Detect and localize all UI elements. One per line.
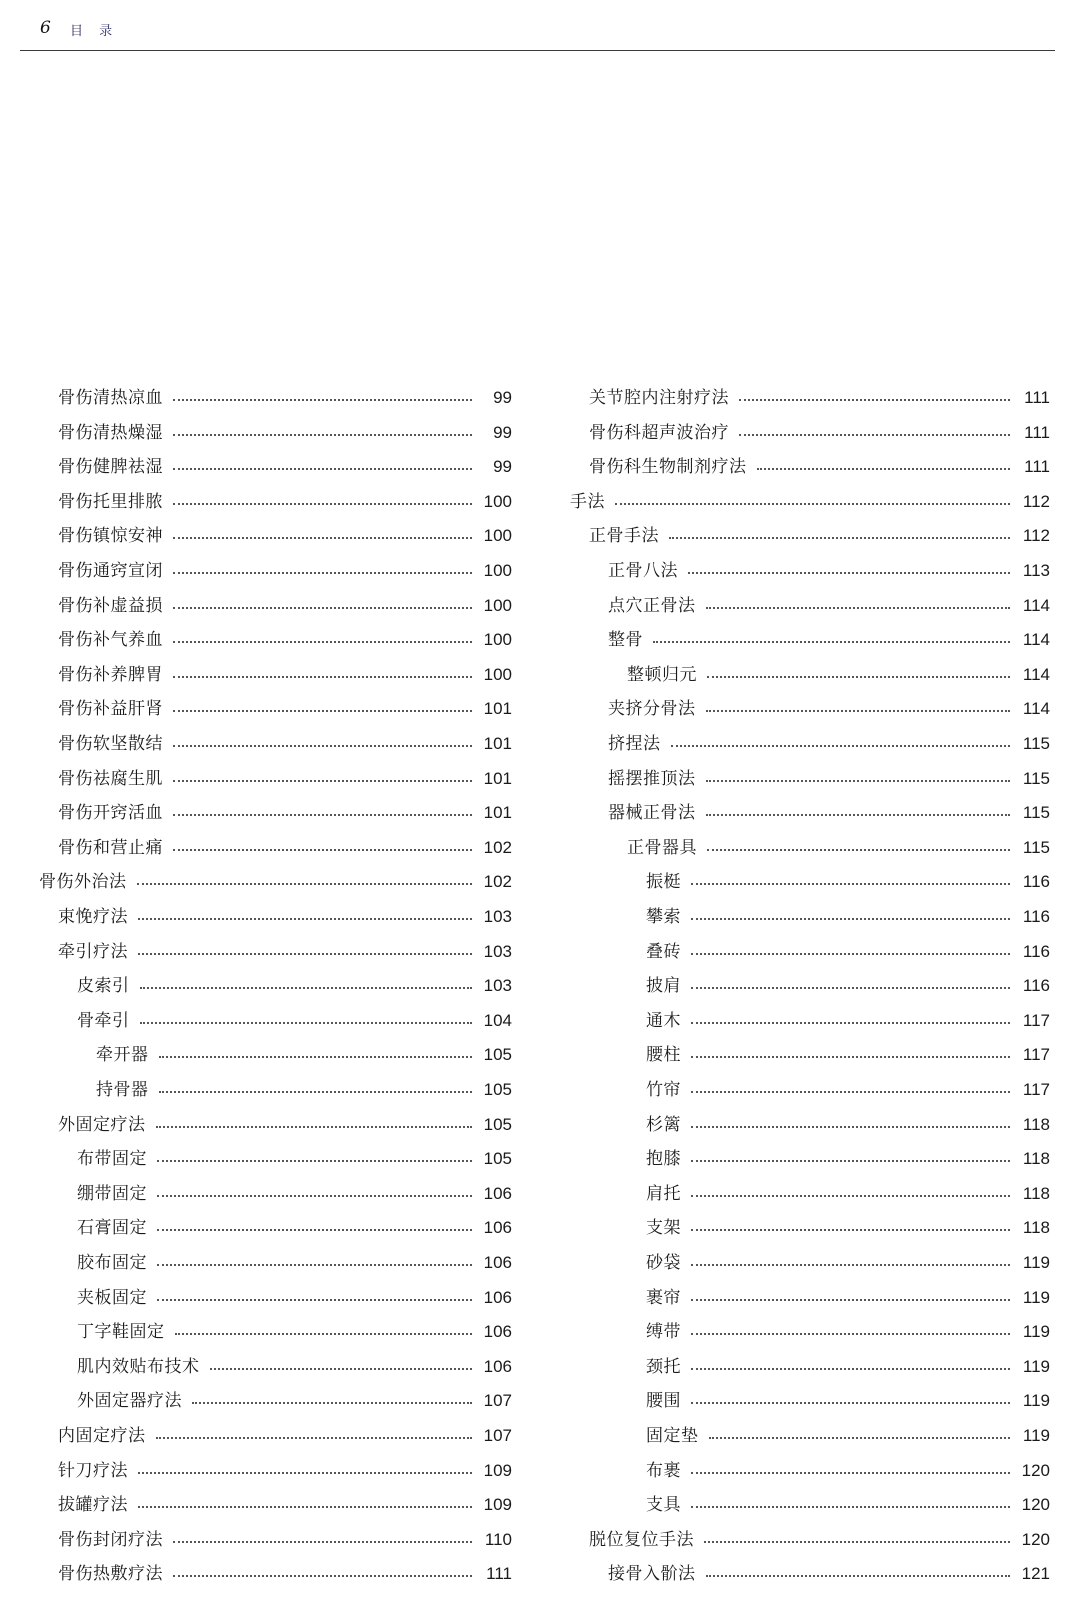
toc-entry-page: 111 (1024, 422, 1050, 442)
page-header (20, 0, 1055, 51)
toc-entry[interactable] (77, 973, 512, 999)
toc-entry[interactable] (58, 662, 512, 688)
toc-entry[interactable] (39, 869, 512, 895)
toc-leader-dots (137, 883, 473, 885)
toc-entry[interactable] (96, 1077, 512, 1103)
toc-entry[interactable] (646, 1042, 1050, 1068)
toc-entry-title: 颈托 (646, 1356, 681, 1377)
toc-leader-dots (173, 745, 472, 747)
toc-leader-dots (156, 1437, 473, 1439)
toc-entry-title: 固定垫 (646, 1426, 699, 1446)
toc-entry-page: 99 (493, 457, 512, 477)
toc-entry[interactable] (589, 385, 1050, 411)
toc-entry-title: 拔罐疗法 (58, 1495, 128, 1516)
toc-entry[interactable] (58, 1492, 512, 1518)
toc-entry-title: 骨伤封闭疗法 (58, 1529, 163, 1550)
toc-entry[interactable] (58, 1527, 512, 1553)
toc-entry-page: 121 (1021, 1564, 1050, 1584)
toc-leader-dots (159, 1091, 473, 1093)
toc-entry[interactable] (96, 1042, 512, 1068)
toc-entry[interactable] (58, 1561, 512, 1587)
toc-entry-page: 106 (483, 1183, 512, 1203)
toc-leader-dots (138, 1472, 472, 1474)
toc-entry[interactable] (589, 523, 1050, 549)
toc-entry-title: 骨伤祛腐生肌 (58, 768, 163, 789)
toc-entry-page: 113 (1022, 561, 1050, 580)
toc-entry[interactable] (646, 1112, 1050, 1138)
toc-entry-title: 摇摆推顶法 (608, 768, 696, 789)
toc-entry-title: 支架 (646, 1218, 681, 1239)
toc-entry-page: 117 (1022, 1010, 1050, 1030)
toc-entry-page: 118 (1022, 1114, 1050, 1134)
toc-entry[interactable] (58, 939, 512, 965)
toc-entry[interactable] (646, 1008, 1050, 1034)
toc-entry-page: 106 (483, 1322, 512, 1342)
toc-entry-title: 皮索引 (77, 976, 130, 997)
toc-entry-title: 肌内效贴布技术 (77, 1356, 200, 1377)
toc-entry-page: 116 (1022, 941, 1050, 961)
toc-entry-page: 104 (483, 1010, 512, 1030)
toc-leader-dots (173, 607, 472, 609)
toc-entry-title: 披肩 (646, 976, 681, 997)
toc-leader-dots (691, 883, 1010, 885)
toc-entry-page: 99 (493, 388, 512, 407)
toc-entry[interactable] (570, 489, 1050, 515)
toc-entry-page: 120 (1021, 1529, 1050, 1549)
toc-entry-title: 夹挤分骨法 (608, 699, 696, 720)
toc-leader-dots (173, 468, 472, 470)
toc-entry[interactable] (608, 766, 1050, 792)
toc-entry-title: 骨伤补益肝肾 (58, 699, 163, 720)
toc-leader-dots (157, 1160, 472, 1162)
toc-entry-title: 砂袋 (646, 1253, 681, 1273)
toc-entry-page: 103 (483, 976, 512, 996)
toc-entry[interactable] (608, 627, 1050, 653)
toc-leader-dots (691, 1022, 1010, 1024)
toc-leader-dots (173, 399, 472, 401)
toc-entry-page: 106 (483, 1253, 512, 1272)
toc-entry-page: 109 (483, 1460, 512, 1480)
toc-entry[interactable] (58, 385, 512, 411)
toc-entry-title: 肩托 (646, 1183, 681, 1204)
toc-entry-page: 119 (1022, 1322, 1050, 1342)
toc-entry[interactable] (646, 1146, 1050, 1172)
toc-leader-dots (669, 537, 1010, 539)
toc-entry[interactable] (646, 1423, 1050, 1449)
toc-entry-page: 107 (483, 1426, 512, 1445)
toc-entry-page: 100 (483, 630, 512, 650)
toc-entry[interactable] (77, 1146, 512, 1172)
toc-leader-dots (140, 1022, 473, 1024)
toc-entry[interactable] (58, 489, 512, 515)
toc-leader-dots (156, 1126, 473, 1128)
toc-leader-dots (159, 1056, 473, 1058)
toc-leader-dots (691, 1229, 1010, 1231)
toc-entry-title: 通木 (646, 1010, 681, 1031)
toc-leader-dots (757, 468, 1011, 470)
toc-entry-title: 骨伤清热燥湿 (58, 422, 163, 443)
toc-entry-page: 119 (1022, 1253, 1050, 1272)
toc-entry-title: 骨伤热敷疗法 (58, 1564, 163, 1585)
toc-leader-dots (192, 1402, 472, 1404)
toc-entry-title: 骨伤补养脾胃 (58, 664, 163, 685)
toc-entry-title: 骨伤补虚益损 (58, 595, 163, 616)
toc-leader-dots (691, 918, 1010, 920)
toc-entry-page: 111 (486, 1564, 512, 1584)
toc-leader-dots (706, 780, 1011, 782)
toc-entry-page: 117 (1022, 1045, 1050, 1065)
toc-leader-dots (173, 503, 472, 505)
toc-entry-page: 103 (483, 907, 512, 926)
toc-entry-page: 101 (483, 768, 512, 788)
toc-leader-dots (691, 1126, 1010, 1128)
toc-entry[interactable] (77, 1215, 512, 1241)
toc-entry-page: 111 (1024, 457, 1050, 477)
toc-entry-title: 束悗疗法 (58, 907, 128, 927)
toc-entry-title: 骨伤清热凉血 (58, 388, 163, 408)
toc-entry-title: 外固定器疗法 (77, 1391, 182, 1412)
toc-entry[interactable] (646, 1250, 1050, 1276)
toc-entry-page: 114 (1022, 664, 1050, 684)
toc-entry[interactable] (608, 558, 1050, 584)
toc-entry-title: 持骨器 (96, 1080, 149, 1100)
toc-entry-title: 振梃 (646, 872, 681, 893)
toc-entry-page: 118 (1022, 1183, 1050, 1203)
toc-entry-page: 118 (1022, 1218, 1050, 1238)
toc-entry-title: 骨牵引 (77, 1010, 130, 1031)
toc-entry-title: 脱位复位手法 (589, 1529, 694, 1550)
toc-entry-title: 骨伤科超声波治疗 (589, 422, 729, 443)
toc-entry[interactable] (646, 1492, 1050, 1518)
toc-entry-title: 点穴正骨法 (608, 595, 696, 616)
toc-entry-page: 106 (483, 1287, 512, 1307)
toc-entry-title: 正骨器具 (627, 837, 697, 858)
toc-entry[interactable] (627, 662, 1050, 688)
toc-entry-title: 关节腔内注射疗法 (589, 388, 729, 408)
toc-leader-dots (706, 607, 1011, 609)
toc-entry-title: 丁字鞋固定 (77, 1322, 165, 1343)
toc-entry-page: 107 (483, 1391, 512, 1411)
toc-leader-dots (140, 987, 473, 989)
toc-entry-page: 105 (483, 1080, 512, 1099)
toc-entry-page: 99 (493, 422, 512, 442)
toc-entry[interactable] (646, 1077, 1050, 1103)
toc-entry-page: 101 (483, 699, 512, 719)
toc-entry[interactable] (77, 1181, 512, 1207)
toc-entry[interactable] (608, 800, 1050, 826)
toc-leader-dots (709, 1437, 1011, 1439)
toc-entry-title: 绷带固定 (77, 1183, 147, 1204)
toc-entry-title: 布带固定 (77, 1149, 147, 1170)
toc-entry[interactable] (646, 904, 1050, 930)
toc-entry-page: 119 (1022, 1391, 1050, 1411)
toc-entry-title: 杉篱 (646, 1114, 681, 1135)
toc-entry[interactable] (77, 1250, 512, 1276)
toc-leader-dots (706, 1575, 1011, 1577)
toc-leader-dots (691, 1506, 1010, 1508)
toc-entry-page: 105 (483, 1114, 512, 1134)
toc-entry[interactable] (77, 1354, 512, 1380)
toc-entry-title: 骨伤托里排脓 (58, 491, 163, 512)
toc-entry-page: 110 (484, 1529, 512, 1549)
toc-leader-dots (173, 572, 472, 574)
toc-entry[interactable] (627, 835, 1050, 861)
toc-leader-dots (173, 537, 472, 539)
toc-leader-dots (691, 1056, 1010, 1058)
toc-entry-page: 100 (483, 491, 512, 511)
toc-entry-page: 101 (483, 803, 512, 823)
toc-leader-dots (691, 987, 1010, 989)
toc-entry[interactable] (77, 1319, 512, 1345)
toc-entry-title: 竹帘 (646, 1080, 681, 1100)
toc-entry-title: 内固定疗法 (58, 1426, 146, 1446)
toc-entry-title: 挤捏法 (608, 734, 661, 754)
toc-entry[interactable] (58, 454, 512, 480)
toc-entry[interactable] (58, 558, 512, 584)
toc-entry-title: 整顿归元 (627, 664, 697, 685)
toc-entry-page: 115 (1022, 768, 1050, 788)
toc-leader-dots (138, 1506, 472, 1508)
toc-entry-title: 攀索 (646, 907, 681, 927)
toc-entry-page: 102 (483, 837, 512, 857)
toc-entry[interactable] (589, 454, 1050, 480)
toc-leader-dots (157, 1229, 472, 1231)
toc-entry-page: 120 (1021, 1495, 1050, 1515)
toc-entry[interactable] (58, 696, 512, 722)
toc-leader-dots (173, 1541, 472, 1543)
toc-entry[interactable] (58, 835, 512, 861)
toc-entry-title: 外固定疗法 (58, 1114, 146, 1135)
toc-entry-page: 109 (483, 1495, 512, 1515)
toc-entry[interactable] (58, 523, 512, 549)
toc-entry-page: 111 (1024, 388, 1050, 407)
toc-entry[interactable] (58, 1458, 512, 1484)
toc-entry-page: 120 (1021, 1460, 1050, 1480)
toc-leader-dots (173, 1575, 472, 1577)
toc-leader-dots (707, 849, 1010, 851)
toc-leader-dots (691, 1402, 1010, 1404)
toc-leader-dots (173, 780, 472, 782)
toc-entry[interactable] (646, 1181, 1050, 1207)
toc-entry-title: 石膏固定 (77, 1218, 147, 1239)
toc-entry-title: 牵引疗法 (58, 941, 128, 962)
toc-entry-page: 114 (1022, 595, 1050, 615)
toc-leader-dots (739, 434, 1010, 436)
toc-leader-dots (210, 1368, 473, 1370)
toc-entry[interactable] (608, 1561, 1050, 1587)
toc-entry-page: 119 (1022, 1356, 1050, 1376)
toc-entry[interactable] (589, 420, 1050, 446)
toc-leader-dots (688, 572, 1010, 574)
toc-leader-dots (691, 1195, 1010, 1197)
toc-entry[interactable] (646, 1285, 1050, 1311)
toc-leader-dots (157, 1195, 472, 1197)
toc-entry-page: 100 (483, 526, 512, 546)
toc-entry[interactable] (58, 593, 512, 619)
toc-entry[interactable] (608, 696, 1050, 722)
toc-entry-page: 100 (483, 561, 512, 580)
toc-entry[interactable] (646, 939, 1050, 965)
toc-entry-title: 腰柱 (646, 1045, 681, 1066)
toc-entry-title: 骨伤和营止痛 (58, 837, 163, 858)
toc-entry-title: 骨伤镇惊安神 (58, 526, 163, 547)
running-title: 目 录 (70, 24, 119, 39)
toc-leader-dots (706, 710, 1011, 712)
toc-entry-title: 骨伤健脾祛湿 (58, 457, 163, 478)
toc-entry-page: 112 (1022, 491, 1050, 511)
toc-leader-dots (173, 641, 472, 643)
toc-entry-page: 102 (483, 872, 512, 892)
toc-entry-title: 缚带 (646, 1322, 681, 1343)
toc-entry-page: 116 (1022, 976, 1050, 996)
toc-entry-title: 叠砖 (646, 941, 681, 962)
toc-entry-page: 106 (483, 1356, 512, 1376)
toc-entry[interactable] (58, 904, 512, 930)
toc-entry-title: 手法 (570, 491, 605, 512)
toc-entry-page: 112 (1022, 526, 1050, 546)
toc-entry-page: 115 (1022, 837, 1050, 857)
toc-leader-dots (173, 676, 472, 678)
toc-entry[interactable] (58, 420, 512, 446)
toc-entry-title: 正骨八法 (608, 561, 678, 581)
toc-entry-page: 117 (1022, 1080, 1050, 1099)
toc-leader-dots (691, 1091, 1010, 1093)
toc-entry[interactable] (58, 800, 512, 826)
toc-entry-title: 骨伤科生物制剂疗法 (589, 457, 747, 478)
toc-entry[interactable] (77, 1388, 512, 1414)
toc-leader-dots (691, 1472, 1010, 1474)
toc-entry-page: 100 (483, 595, 512, 615)
toc-leader-dots (173, 434, 472, 436)
toc-entry[interactable] (608, 731, 1050, 757)
toc-leader-dots (173, 814, 472, 816)
toc-entry-title: 正骨手法 (589, 526, 659, 547)
toc-leader-dots (671, 745, 1011, 747)
toc-entry[interactable] (646, 1354, 1050, 1380)
toc-leader-dots (653, 641, 1010, 643)
toc-leader-dots (704, 1541, 1010, 1543)
toc-entry[interactable] (77, 1008, 512, 1034)
toc-entry[interactable] (646, 869, 1050, 895)
toc-entry-title: 裹帘 (646, 1287, 681, 1308)
toc-leader-dots (691, 1160, 1010, 1162)
toc-leader-dots (175, 1333, 473, 1335)
toc-entry[interactable] (646, 1388, 1050, 1414)
toc-entry-page: 114 (1022, 699, 1050, 719)
toc-entry-title: 支具 (646, 1495, 681, 1516)
toc-leader-dots (707, 676, 1010, 678)
toc-entry-page: 116 (1022, 907, 1050, 926)
toc-leader-dots (691, 1264, 1010, 1266)
page-number: 6 (40, 18, 51, 38)
toc-leader-dots (615, 503, 1010, 505)
toc-entry[interactable] (646, 1458, 1050, 1484)
toc-entry[interactable] (58, 1112, 512, 1138)
toc-leader-dots (138, 918, 472, 920)
toc-entry[interactable] (646, 1215, 1050, 1241)
toc-entry-title: 器械正骨法 (608, 803, 696, 824)
toc-entry-page: 119 (1022, 1426, 1050, 1445)
toc-leader-dots (691, 1368, 1010, 1370)
toc-leader-dots (173, 710, 472, 712)
toc-entry-title: 腰围 (646, 1391, 681, 1412)
toc-entry-page: 103 (483, 941, 512, 961)
toc-entry-title: 牵开器 (96, 1045, 149, 1066)
toc-entry[interactable] (77, 1285, 512, 1311)
toc-entry[interactable] (58, 1423, 512, 1449)
toc-leader-dots (157, 1264, 472, 1266)
toc-entry-page: 105 (483, 1149, 512, 1169)
toc-entry-page: 115 (1022, 803, 1050, 823)
toc-entry[interactable] (589, 1527, 1050, 1553)
toc-entry-title: 胶布固定 (77, 1253, 147, 1273)
toc-leader-dots (157, 1299, 472, 1301)
toc-entry-title: 整骨 (608, 630, 643, 651)
toc-entry[interactable] (58, 766, 512, 792)
toc-entry-page: 114 (1022, 630, 1050, 650)
toc-entry[interactable] (58, 731, 512, 757)
toc-entry[interactable] (646, 1319, 1050, 1345)
toc-leader-dots (691, 953, 1010, 955)
toc-entry-title: 抱膝 (646, 1149, 681, 1170)
toc-entry-page: 116 (1022, 872, 1050, 892)
toc-leader-dots (691, 1299, 1010, 1301)
toc-entry-page: 115 (1022, 734, 1050, 753)
toc-entry-page: 106 (483, 1218, 512, 1238)
toc-entry-title: 骨伤补气养血 (58, 630, 163, 651)
toc-entry-page: 105 (483, 1045, 512, 1065)
toc-entry-title: 针刀疗法 (58, 1460, 128, 1481)
toc-leader-dots (173, 849, 472, 851)
toc-leader-dots (138, 953, 472, 955)
toc-entry-page: 100 (483, 664, 512, 684)
toc-entry-title: 骨伤软坚散结 (58, 734, 163, 754)
toc-leader-dots (739, 399, 1010, 401)
toc-leader-dots (691, 1333, 1010, 1335)
toc-entry-title: 骨伤通窍宣闭 (58, 561, 163, 581)
toc-entry-page: 118 (1022, 1149, 1050, 1169)
toc-entry-title: 骨伤开窍活血 (58, 803, 163, 824)
toc-entry-title: 布裹 (646, 1460, 681, 1481)
toc-entry-page: 119 (1022, 1287, 1050, 1307)
toc-leader-dots (706, 814, 1011, 816)
toc-entry-page: 101 (483, 734, 512, 753)
toc-entry[interactable] (58, 627, 512, 653)
toc-entry-title: 夹板固定 (77, 1287, 147, 1308)
toc-entry-title: 接骨入骱法 (608, 1564, 696, 1585)
toc-entry[interactable] (646, 973, 1050, 999)
toc-entry-title: 骨伤外治法 (39, 872, 127, 893)
toc-entry[interactable] (608, 593, 1050, 619)
